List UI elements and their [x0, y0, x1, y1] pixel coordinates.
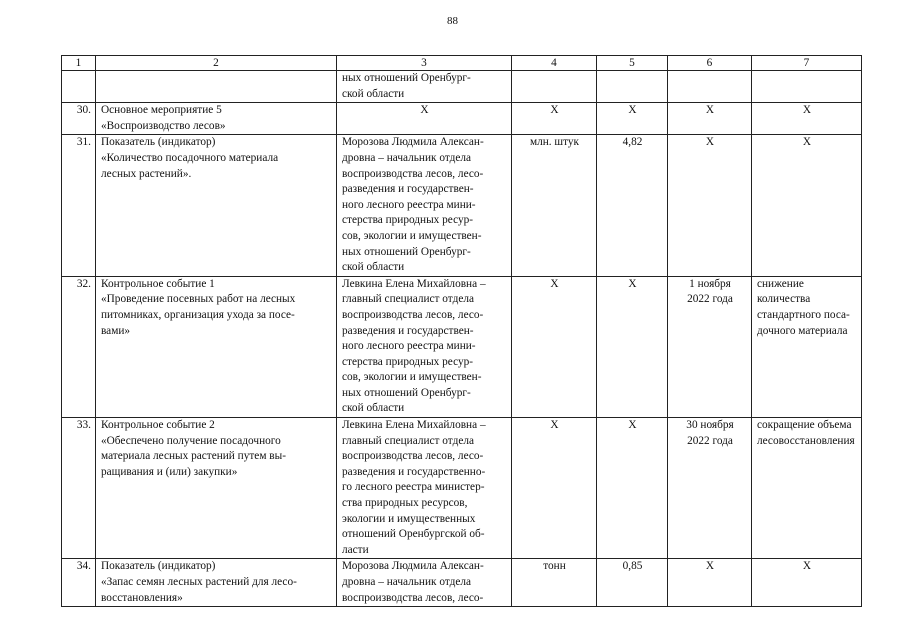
- row-value: 0,85: [597, 559, 668, 607]
- row-result: [752, 71, 862, 103]
- row-unit: Х: [512, 418, 597, 559]
- row-value: Х: [597, 418, 668, 559]
- row-name: Контрольное событие 1 «Проведение посевных работ на лесных питомниках, организация ухода за посе- вами»: [96, 276, 337, 417]
- column-header: 6: [668, 56, 752, 71]
- row-name: [96, 71, 337, 103]
- row-name: Показатель (индикатор) «Запас семян лесных растений для лесо- восстановления»: [96, 559, 337, 607]
- row-result: Х: [752, 559, 862, 607]
- table-row: [62, 418, 862, 559]
- row-name: Основное мероприятие 5 «Воспроизводство лесов»: [96, 103, 337, 135]
- column-header: 2: [96, 56, 337, 71]
- row-date: Х: [668, 103, 752, 135]
- row-number: 34.: [62, 559, 96, 607]
- row-date: [668, 71, 752, 103]
- row-date: Х: [668, 559, 752, 607]
- column-header: 4: [512, 56, 597, 71]
- column-header: 1: [62, 56, 96, 71]
- table-row: [62, 103, 862, 135]
- table-row: [62, 71, 862, 103]
- plan-table: [61, 55, 862, 607]
- row-unit: тонн: [512, 559, 597, 607]
- row-date: 1 ноября 2022 года: [668, 276, 752, 417]
- row-value: Х: [597, 276, 668, 417]
- row-number: [62, 71, 96, 103]
- row-number: 30.: [62, 103, 96, 135]
- row-responsible: Х: [337, 103, 512, 135]
- column-header: 7: [752, 56, 862, 71]
- row-responsible: Левкина Елена Михайловна – главный специалист отдела воспроизводства лесов, лесо- разведения и государственно- го лесного реестра министер- ства природных ресурсов, экологии и имущественных отношений Оренбургской об- ласти: [337, 418, 512, 559]
- table-row: [62, 276, 862, 417]
- row-responsible: Морозова Людмила Алексан- дровна – начальник отдела воспроизводства лесов, лесо- разведения и государствен- ного лесного реестра мини- стерства природных ресур- сов, экологии и имуществен- ных отношений Оренбург- ской области: [337, 135, 512, 276]
- page-number: 88: [447, 15, 458, 27]
- row-unit: Х: [512, 276, 597, 417]
- row-result: Х: [752, 103, 862, 135]
- row-name: Контрольное событие 2 «Обеспечено получение посадочного материала лесных растений путем вы- ращивания и (или) закупки»: [96, 418, 337, 559]
- table-row: [62, 135, 862, 276]
- row-value: Х: [597, 103, 668, 135]
- table-row: [62, 559, 862, 607]
- row-result: снижение количества стандартного поса- дочного материала: [752, 276, 862, 417]
- column-header: 5: [597, 56, 668, 71]
- row-unit: млн. штук: [512, 135, 597, 276]
- row-result: сокращение объема лесовосстановления: [752, 418, 862, 559]
- row-value: [597, 71, 668, 103]
- row-value: 4,82: [597, 135, 668, 276]
- row-date: Х: [668, 135, 752, 276]
- row-result: Х: [752, 135, 862, 276]
- row-responsible: Морозова Людмила Алексан- дровна – начальник отдела воспроизводства лесов, лесо-: [337, 559, 512, 607]
- row-unit: [512, 71, 597, 103]
- row-unit: Х: [512, 103, 597, 135]
- row-number: 32.: [62, 276, 96, 417]
- row-responsible: ных отношений Оренбург- ской области: [337, 71, 512, 103]
- row-name: Показатель (индикатор) «Количество посадочного материала лесных растений».: [96, 135, 337, 276]
- row-number: 33.: [62, 418, 96, 559]
- row-date: 30 ноября 2022 года: [668, 418, 752, 559]
- table-header-row: [62, 56, 862, 71]
- row-number: 31.: [62, 135, 96, 276]
- row-responsible: Левкина Елена Михайловна – главный специалист отдела воспроизводства лесов, лесо- разведения и государствен- ного лесного реестра мини- стерства природных ресур- сов, экологии и имуществен- ных отношений Оренбург- ской области: [337, 276, 512, 417]
- column-header: 3: [337, 56, 512, 71]
